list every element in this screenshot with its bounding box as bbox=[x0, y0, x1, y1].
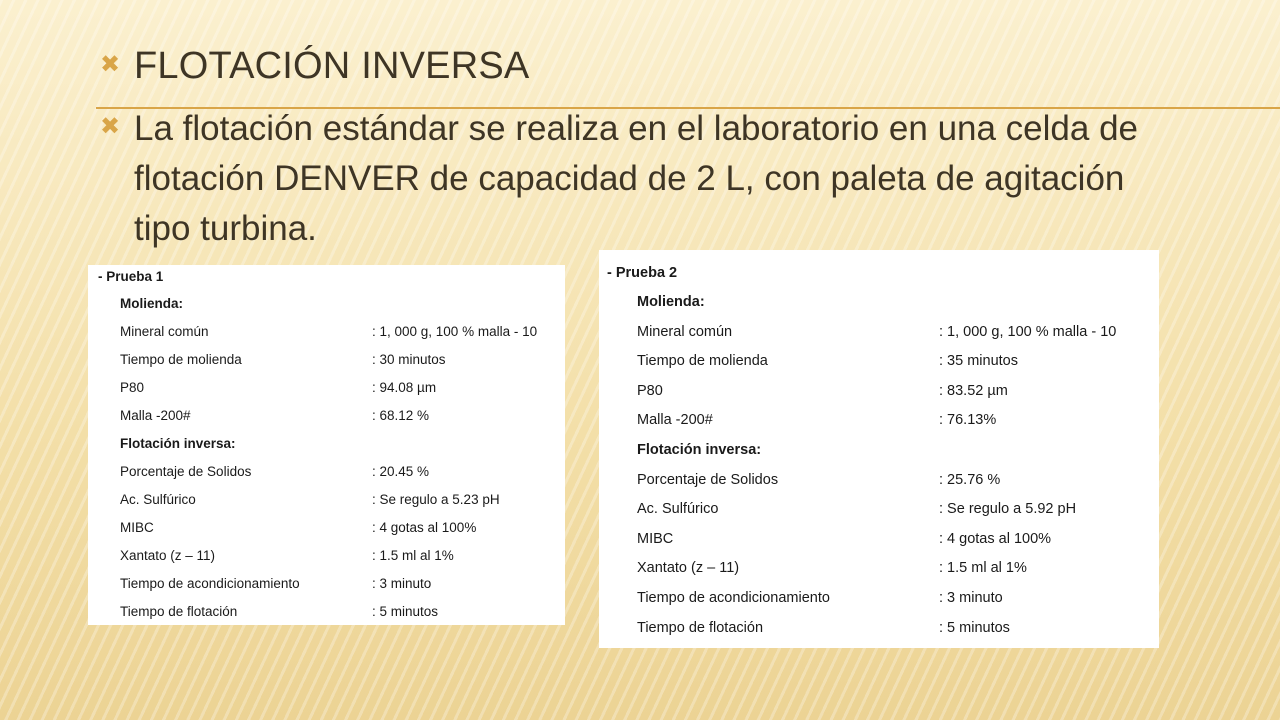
table-row bbox=[120, 464, 430, 479]
parameter-value: : 1.5 ml al 1% bbox=[939, 560, 1027, 577]
table-row bbox=[637, 323, 1117, 340]
table-row bbox=[637, 471, 1001, 488]
bullet-list bbox=[100, 42, 1200, 254]
section-label: Flotación inversa: bbox=[120, 436, 236, 451]
table-row bbox=[120, 324, 538, 339]
table-row bbox=[637, 530, 1052, 547]
parameter-value: : 4 gotas al 100% bbox=[372, 520, 477, 535]
parameter-label: Tiempo de flotación bbox=[637, 619, 764, 636]
section-label: Molienda: bbox=[637, 294, 705, 310]
parameter-value: : 68.12 % bbox=[372, 408, 430, 423]
parameter-value: : 30 minutos bbox=[372, 352, 446, 367]
x-bullet-icon: ✖ bbox=[100, 50, 121, 78]
table-row bbox=[120, 548, 454, 563]
prueba-1-table bbox=[88, 265, 565, 625]
table-row bbox=[120, 408, 430, 423]
parameter-label: Mineral común bbox=[120, 324, 209, 339]
table-row bbox=[637, 619, 1010, 636]
parameter-label: Tiempo de acondicionamiento bbox=[637, 590, 830, 606]
parameter-label: Malla -200# bbox=[120, 408, 191, 423]
table-row bbox=[637, 560, 1027, 577]
table-row bbox=[120, 604, 439, 619]
parameter-value: : 35 minutos bbox=[939, 353, 1018, 370]
parameter-label: P80 bbox=[120, 380, 145, 395]
parameter-value: : 3 minuto bbox=[372, 576, 432, 591]
parameter-value: : 94.08 µm bbox=[372, 380, 437, 395]
parameter-value: : 3 minuto bbox=[939, 590, 1003, 606]
parameter-label: Mineral común bbox=[637, 323, 733, 340]
parameter-label: Xantato (z – 11) bbox=[120, 548, 216, 563]
parameter-value: : Se regulo a 5.23 pH bbox=[372, 492, 500, 507]
prueba-2-table bbox=[599, 250, 1159, 648]
table-row bbox=[637, 353, 1018, 370]
parameter-label: Tiempo de molienda bbox=[120, 352, 242, 367]
slide-body-text: La flotación estándar se realiza en el laboratorio en una celda de flotación DENVER de capacidad de 2 L, con paleta de agitación tipo turbina. bbox=[134, 109, 1139, 248]
table-row bbox=[120, 352, 446, 367]
table-row bbox=[637, 382, 1008, 399]
table-section-row bbox=[637, 294, 705, 310]
parameter-value: : 20.45 % bbox=[372, 464, 430, 479]
parameter-value: : 4 gotas al 100% bbox=[939, 530, 1052, 547]
bullet-item-title bbox=[100, 42, 1200, 90]
parameter-value: : 1.5 ml al 1% bbox=[372, 548, 454, 563]
parameter-value: : 76.13% bbox=[939, 412, 997, 429]
table-section-row bbox=[120, 296, 183, 311]
slide-title: FLOTACIÓN INVERSA bbox=[134, 45, 530, 87]
parameter-label: Tiempo de flotación bbox=[120, 604, 238, 619]
x-bullet-icon: ✖ bbox=[100, 112, 121, 140]
parameter-label: MIBC bbox=[120, 520, 154, 535]
table-row bbox=[637, 590, 1003, 606]
table-row bbox=[120, 380, 437, 395]
parameter-value: : 1, 000 g, 100 % malla - 10 bbox=[939, 323, 1117, 340]
parameter-value: : Se regulo a 5.92 pH bbox=[939, 501, 1077, 518]
table-row bbox=[637, 412, 997, 429]
parameter-label: Tiempo de acondicionamiento bbox=[120, 576, 300, 591]
table-row bbox=[120, 520, 477, 535]
section-label: Molienda: bbox=[120, 296, 183, 311]
parameter-value: : 5 minutos bbox=[939, 619, 1010, 636]
parameter-label: Ac. Sulfúrico bbox=[120, 492, 196, 507]
table-heading: - Prueba 2 bbox=[607, 265, 678, 281]
table-row bbox=[120, 576, 432, 591]
table-heading: - Prueba 1 bbox=[98, 269, 164, 284]
parameter-label: Porcentaje de Solidos bbox=[637, 471, 779, 488]
table-section-row bbox=[637, 442, 761, 458]
parameter-value: : 83.52 µm bbox=[939, 382, 1008, 399]
parameter-label: Xantato (z – 11) bbox=[637, 560, 740, 577]
parameter-label: Malla -200# bbox=[637, 412, 713, 429]
parameter-label: Tiempo de molienda bbox=[637, 353, 768, 370]
table-row bbox=[120, 492, 500, 507]
parameter-value: : 1, 000 g, 100 % malla - 10 bbox=[372, 324, 538, 339]
parameter-label: MIBC bbox=[637, 530, 674, 547]
parameter-label: Ac. Sulfúrico bbox=[637, 501, 719, 518]
table-row bbox=[637, 501, 1077, 518]
parameter-label: P80 bbox=[637, 382, 663, 399]
bullet-item-body bbox=[100, 104, 1200, 254]
parameter-value: : 5 minutos bbox=[372, 604, 439, 619]
table-section-row bbox=[120, 436, 236, 451]
parameter-value: : 25.76 % bbox=[939, 471, 1001, 488]
parameter-label: Porcentaje de Solidos bbox=[120, 464, 252, 479]
section-label: Flotación inversa: bbox=[637, 442, 762, 458]
